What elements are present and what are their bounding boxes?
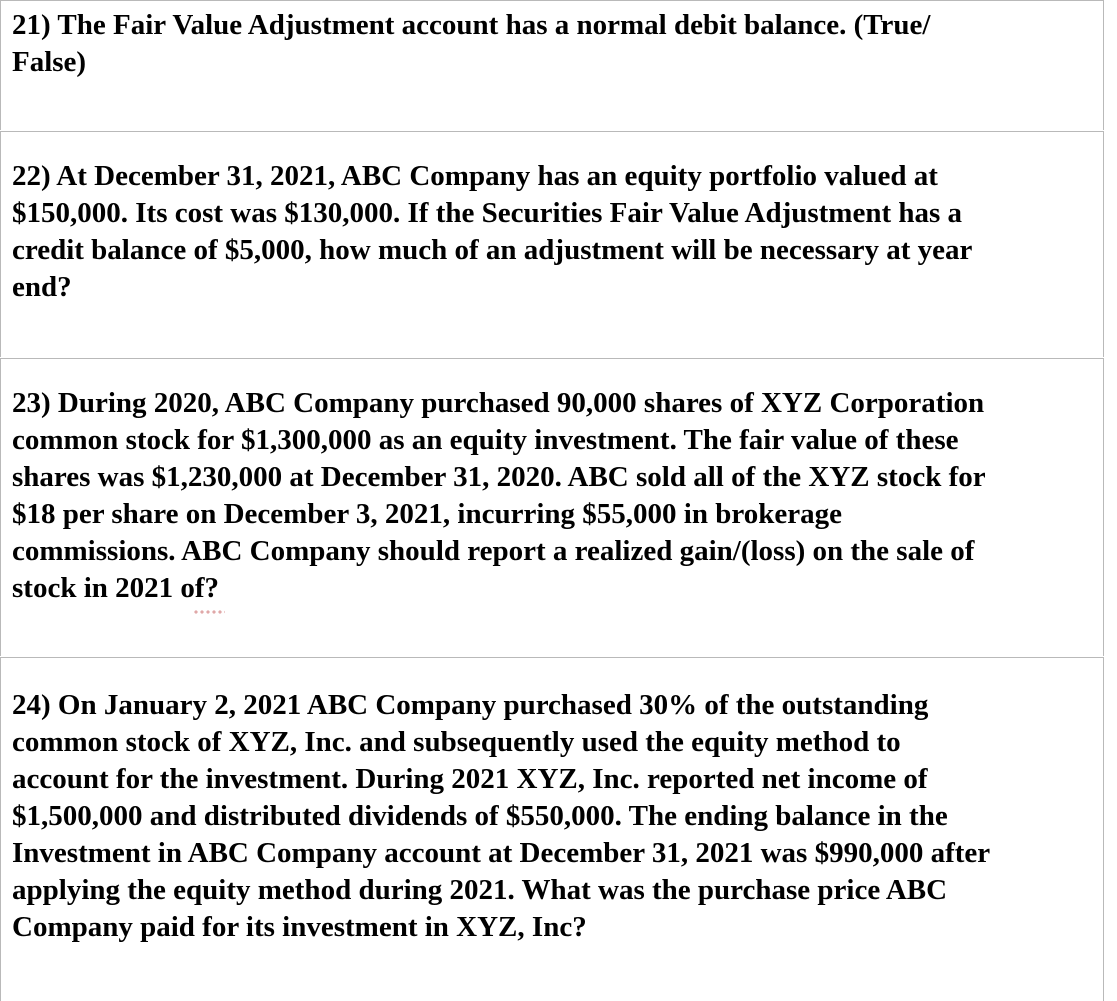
- question-23-text: 23) During 2020, ABC Company purchased 90,000 shares of XYZ Corporation common stock for $1,300,000 as an equity investment. The fair value of these shares was $1,230,000 at December 31, 2020. ABC sold all of the XYZ stock for $18 per share on December 3, 2021, incurring $55,000 in brokerage commissions. ABC Company should report a realized gain/(loss) on the sale of stock in 2021 of?: [12, 387, 986, 604]
- question-24-text: 24) On January 2, 2021 ABC Company purchased 30% of the outstanding common stock of XYZ, Inc. and subsequently used the equity method to account for the investment. During 2021 XYZ, Inc. reported net income of $1,500,000 and distributed dividends of $550,000. The ending balance in the Investment in ABC Company account at December 31, 2021 was $990,000 after applying the equity method during 2021. What was the purchase price ABC Company paid for its investment in XYZ, Inc?: [12, 689, 991, 943]
- question-box-23: [0, 358, 1104, 656]
- question-box-21: [0, 0, 1104, 130]
- spellcheck-underline: [193, 609, 225, 615]
- question-22-text: 22) At December 31, 2021, ABC Company has an equity portfolio valued at $150,000. Its cost was $130,000. If the Securities Fair Value Adjustment has a credit balance of $5,000, how much of an adjustment will be necessary at year end?: [12, 160, 973, 303]
- question-21-text: 21) The Fair Value Adjustment account has a normal debit balance. (True/ False): [12, 9, 931, 78]
- question-box-22: [0, 131, 1104, 357]
- question-box-24: [0, 657, 1104, 1001]
